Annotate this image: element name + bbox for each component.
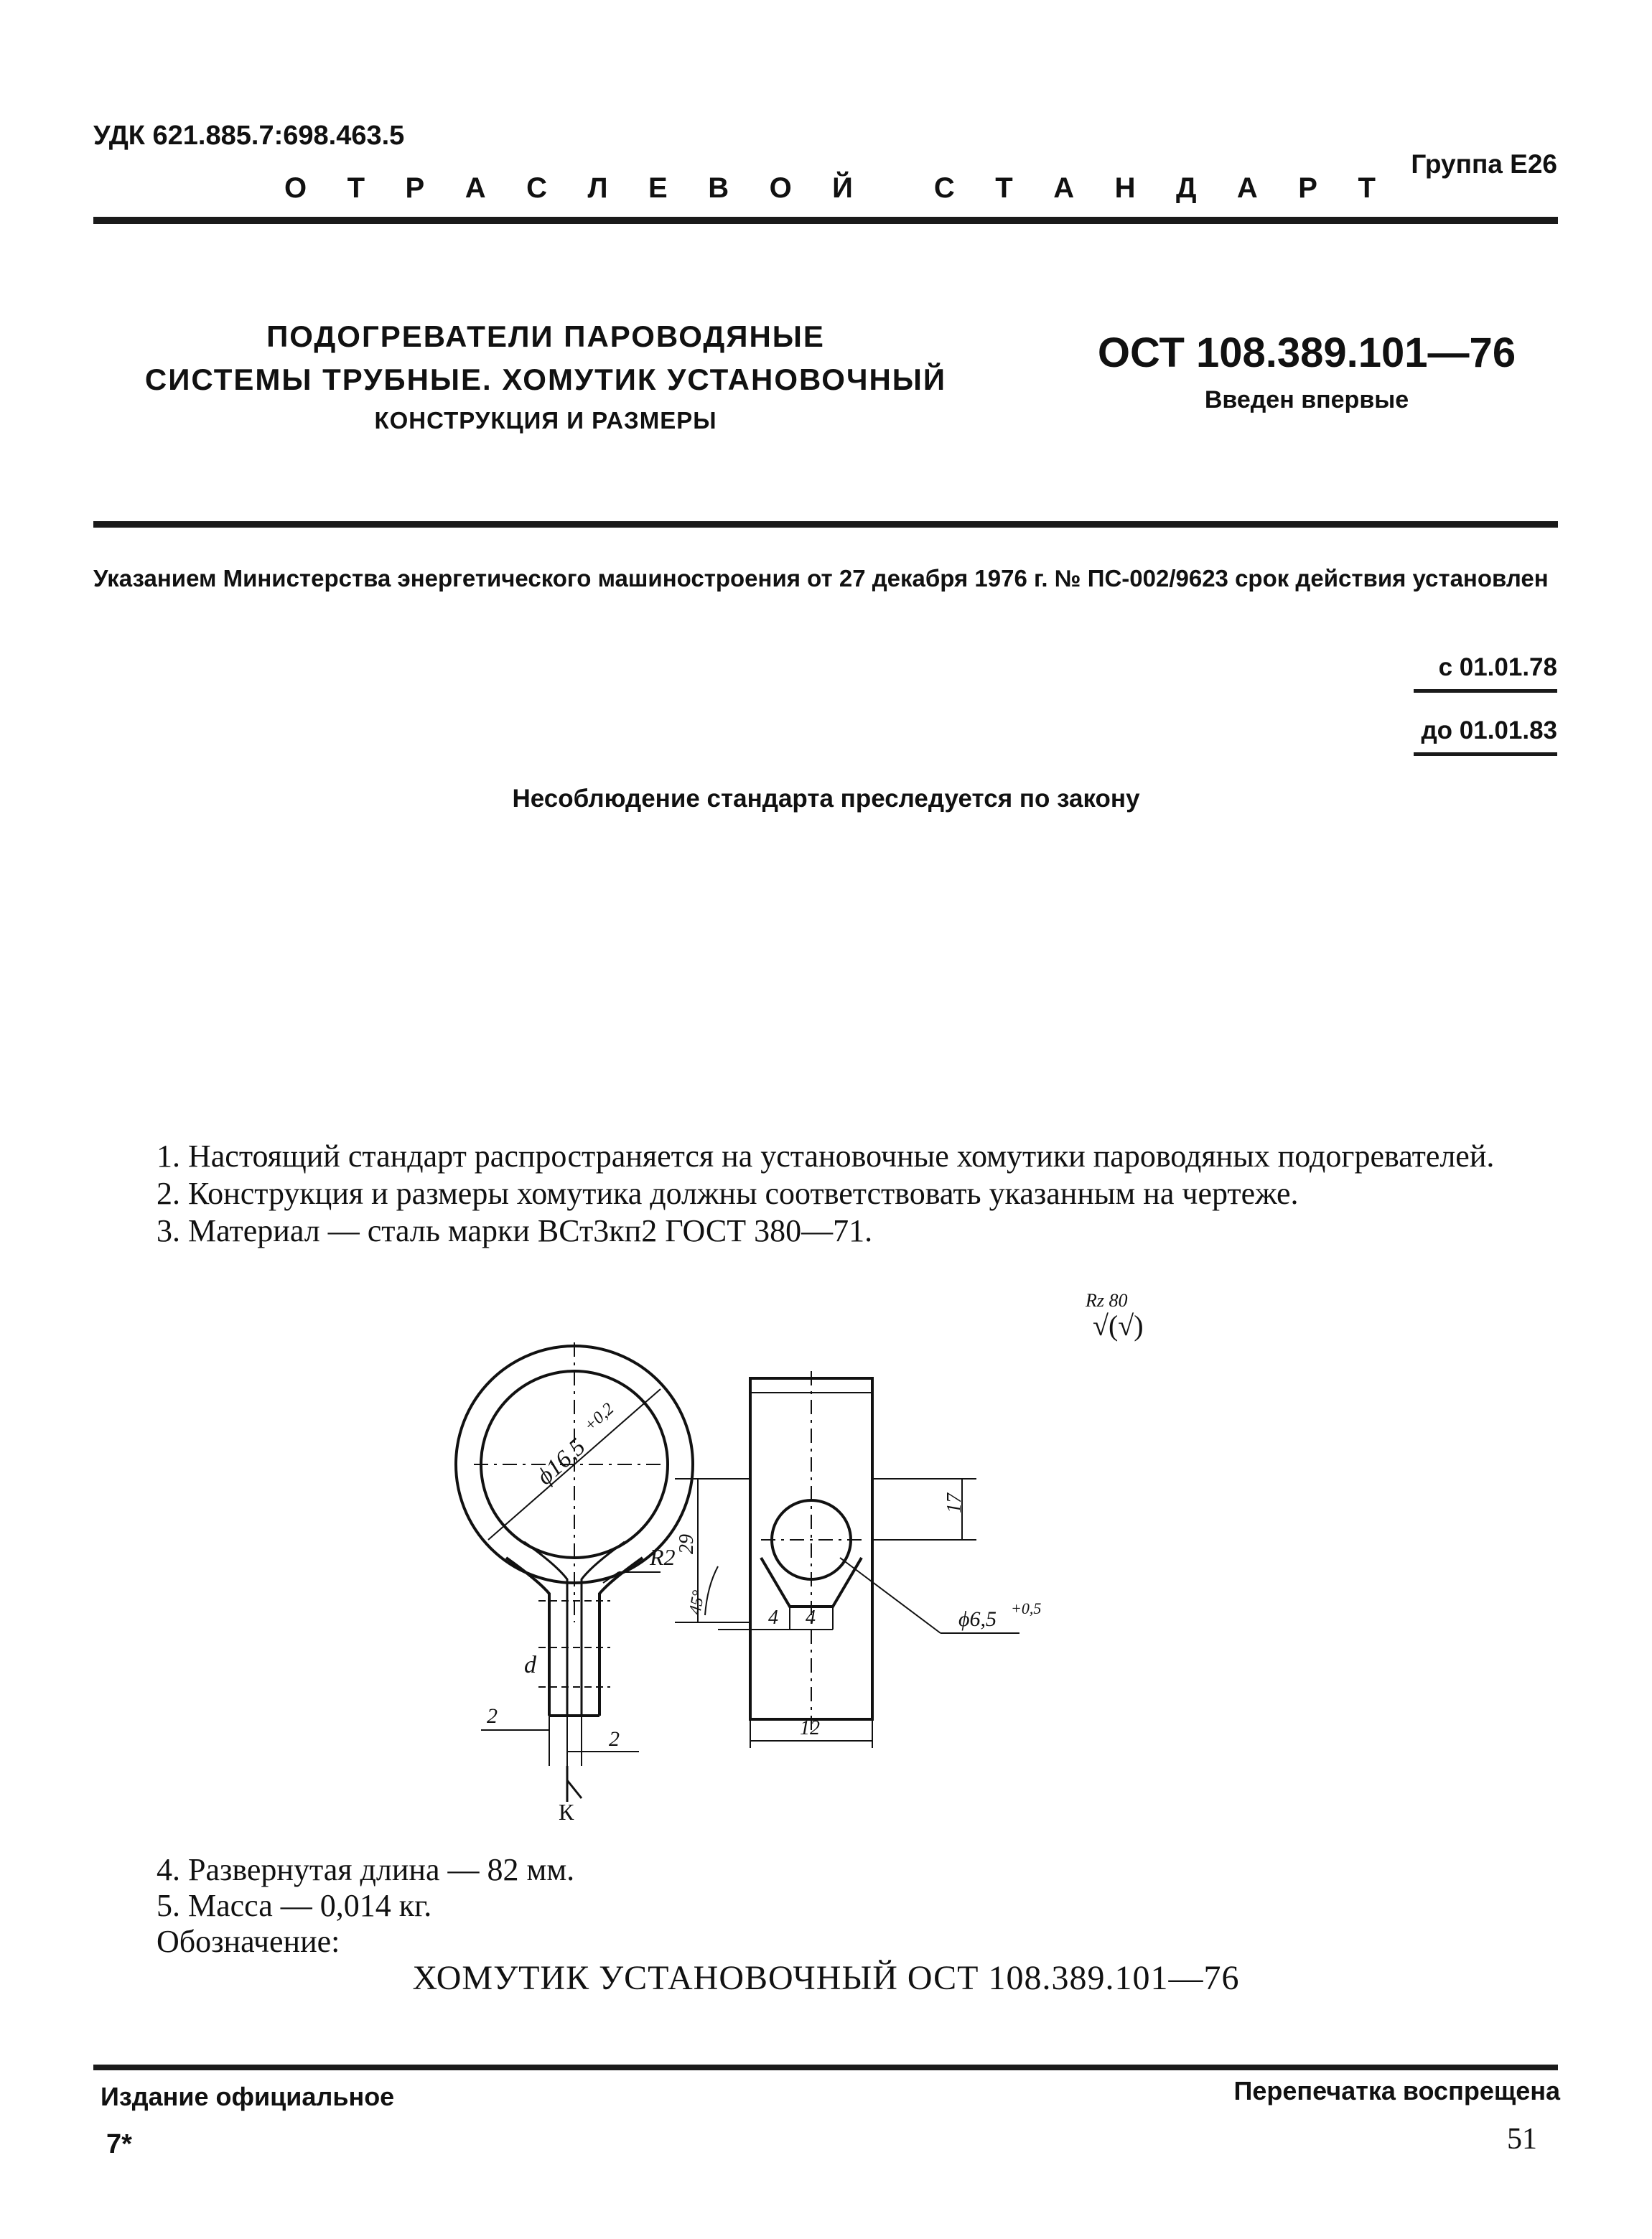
banner-letter: Н — [1114, 172, 1136, 204]
banner-letter: Р — [1298, 172, 1317, 204]
banner-letter: В — [708, 172, 729, 204]
items-list — [157, 1138, 1494, 1250]
decree-text: Указанием Министерства энергетического машиностроения от 27 декабря 1976 г. № ПС-002/9623 срок действия установлен — [93, 565, 1549, 592]
banner-letter: Т — [347, 172, 365, 204]
tail-inner-right — [582, 1542, 625, 1716]
ring-diameter-tolerance: +0,2 — [580, 1399, 618, 1436]
title-block — [115, 319, 976, 434]
dim-2b-label: 2 — [609, 1727, 620, 1751]
title-line-2: СИСТЕМЫ ТРУБНЫЕ. ХОМУТИК УСТАНОВОЧНЫЙ — [144, 363, 947, 396]
standard-number: ОСТ 108.389.101—76 — [1097, 329, 1516, 376]
ring-diameter-label: ϕ16,5 — [531, 1433, 591, 1490]
sheet-mark: 7* — [106, 2129, 132, 2159]
valid-to-underline — [1414, 752, 1557, 756]
list-item: 2. Конструкция и размеры хомутика должны соответствовать указанным на чертеже. — [157, 1176, 1299, 1211]
list-item: Обозначение: — [157, 1924, 340, 1959]
udk-code: УДК 621.885.7:698.463.5 — [93, 121, 405, 151]
list-item: 1. Настоящий стандарт распространяется на установочные хомутики пароводяных подогревателей. — [157, 1139, 1495, 1174]
title-line-3: КОНСТРУКЦИЯ И РАЗМЕРЫ — [374, 407, 717, 434]
section-arrow-tip — [567, 1780, 582, 1798]
banner-letter: О — [284, 172, 307, 204]
valid-from: с 01.01.78 — [1438, 653, 1557, 681]
banner-letter: С — [526, 172, 547, 204]
valid-to: до 01.01.83 — [1421, 716, 1557, 744]
list-item: 3. Материал — сталь марки ВСт3кп2 ГОСТ 380—71. — [157, 1213, 873, 1248]
dim-2a-label: 2 — [487, 1704, 498, 1728]
designation-example: ХОМУТИК УСТАНОВОЧНЫЙ ОСТ 108.389.101—76 — [412, 1959, 1240, 1997]
tail-inner-left — [524, 1542, 567, 1716]
hole-diameter-tolerance: +0,5 — [1011, 1599, 1042, 1617]
banner-letter: Т — [995, 172, 1013, 204]
banner-letter: Й — [832, 172, 853, 204]
dim-4b-label: 4 — [806, 1607, 816, 1629]
banner-letter: Т — [1358, 172, 1376, 204]
page-number: 51 — [1507, 2123, 1537, 2156]
hole-diameter-label: ϕ6,5 — [958, 1607, 997, 1631]
dim-d-label: d — [524, 1652, 536, 1678]
industry-standard-banner — [284, 172, 1376, 205]
dim-12-label: 12 — [800, 1717, 820, 1739]
hole-leader — [840, 1558, 941, 1633]
dim-29-label: 29 — [676, 1534, 698, 1554]
banner-letter: Е — [648, 172, 668, 204]
banner-letter: С — [933, 172, 955, 204]
header-rule — [93, 217, 1558, 224]
group-code: Группа Е26 — [1411, 149, 1557, 179]
law-notice: Несоблюдение стандарта преследуется по закону — [512, 785, 1140, 813]
items-after-list — [157, 1852, 574, 1960]
roughness-value: Rz 80 — [1086, 1290, 1128, 1311]
radius-label: R2 — [650, 1544, 676, 1570]
reprint-note: Перепечатка воспрещена — [1233, 2076, 1560, 2105]
banner-letter: Л — [587, 172, 608, 204]
list-item: 4. Развернутая длина — 82 мм. — [157, 1852, 575, 1887]
valid-from-underline — [1414, 689, 1557, 693]
edition-note: Издание официальное — [101, 2082, 395, 2111]
banner-letter: А — [1053, 172, 1075, 204]
dim-arc-45 — [705, 1566, 718, 1615]
banner-letter: Д — [1175, 172, 1197, 204]
banner-letter: Р — [405, 172, 425, 204]
title-rule — [93, 521, 1558, 528]
title-line-1: ПОДОГРЕВАТЕЛИ ПАРОВОДЯНЫЕ — [266, 319, 825, 353]
banner-letter: А — [465, 172, 486, 204]
tail-outer-left — [506, 1558, 549, 1716]
technical-drawing — [431, 1271, 1221, 1823]
introduced-note: Введен впервые — [1204, 386, 1409, 413]
dim-17-label: 17 — [943, 1493, 966, 1513]
dim-45-label: 45° — [686, 1589, 709, 1617]
section-label: К — [559, 1799, 574, 1823]
banner-letter: А — [1236, 172, 1258, 204]
banner-letter: О — [769, 172, 792, 204]
roughness-mark: √(√) — [1093, 1309, 1144, 1342]
footer-rule — [93, 2065, 1558, 2070]
list-item: 5. Масса — 0,014 кг. — [157, 1888, 432, 1923]
dim-4a-label: 4 — [768, 1607, 778, 1629]
